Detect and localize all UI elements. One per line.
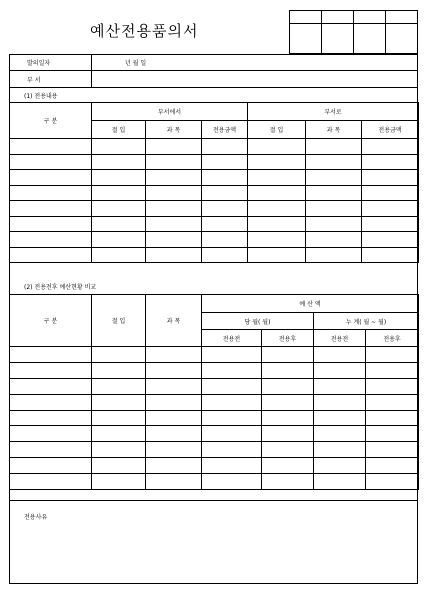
input-cell[interactable]	[92, 201, 146, 217]
input-cell[interactable]	[314, 378, 366, 394]
input-cell[interactable]	[10, 378, 92, 394]
input-cell[interactable]	[314, 410, 366, 426]
input-cell[interactable]	[362, 232, 419, 248]
table-row	[10, 201, 419, 217]
input-cell[interactable]	[92, 442, 146, 458]
input-cell[interactable]	[366, 458, 419, 474]
input-cell[interactable]	[262, 410, 314, 426]
input-cell[interactable]	[366, 362, 419, 378]
input-cell[interactable]	[262, 378, 314, 394]
input-cell[interactable]	[202, 394, 262, 410]
section1-category-header: 구 분	[10, 103, 92, 139]
input-cell[interactable]	[262, 426, 314, 442]
input-cell[interactable]	[202, 474, 262, 490]
input-cell[interactable]	[92, 139, 146, 155]
input-cell[interactable]	[146, 247, 202, 263]
input-cell[interactable]	[202, 362, 262, 378]
input-cell[interactable]	[10, 442, 92, 458]
section2-category-header: 구 분	[10, 295, 92, 347]
input-cell[interactable]	[146, 232, 202, 248]
approval-sign-cell[interactable]	[354, 24, 386, 54]
current-month-header: 당 월( 월)	[202, 313, 314, 330]
input-cell[interactable]	[10, 216, 92, 232]
input-cell[interactable]	[146, 426, 202, 442]
input-cell[interactable]	[202, 232, 248, 248]
input-cell[interactable]	[10, 247, 92, 263]
input-cell[interactable]	[92, 232, 146, 248]
input-cell[interactable]	[146, 410, 202, 426]
subheader-amount: 전용금액	[202, 121, 248, 139]
input-cell[interactable]	[202, 347, 262, 363]
section1-body	[10, 139, 419, 263]
input-cell[interactable]	[202, 426, 262, 442]
input-cell[interactable]	[146, 442, 202, 458]
table-row	[10, 442, 419, 458]
section2-heading: (2) 전용전후 예산현황 비교	[24, 284, 97, 291]
input-cell[interactable]	[362, 139, 419, 155]
input-cell[interactable]	[262, 474, 314, 490]
table-row	[10, 139, 419, 155]
to-dept-header: 부서로	[248, 103, 419, 121]
input-cell[interactable]	[202, 216, 248, 232]
input-cell[interactable]	[146, 154, 202, 170]
table-row	[10, 232, 419, 248]
requester-label: 발의일자	[27, 60, 51, 67]
input-cell[interactable]	[306, 247, 362, 263]
approval-header-cell	[386, 11, 418, 24]
divider	[10, 70, 417, 71]
table-row	[10, 426, 419, 442]
input-cell[interactable]	[10, 170, 92, 186]
input-cell[interactable]	[146, 347, 202, 363]
approval-sign-cell[interactable]	[386, 24, 418, 54]
input-cell[interactable]	[10, 347, 92, 363]
input-cell[interactable]	[306, 170, 362, 186]
divider	[10, 87, 417, 88]
input-cell[interactable]	[314, 347, 366, 363]
input-cell[interactable]	[202, 154, 248, 170]
input-cell[interactable]	[92, 170, 146, 186]
input-cell[interactable]	[366, 394, 419, 410]
input-cell[interactable]	[202, 458, 262, 474]
input-cell[interactable]	[146, 474, 202, 490]
input-cell[interactable]	[314, 362, 366, 378]
input-cell[interactable]	[248, 247, 306, 263]
table-row	[10, 378, 419, 394]
input-cell[interactable]	[306, 139, 362, 155]
approval-header-cell	[322, 11, 354, 24]
table-row	[10, 347, 419, 363]
section2-jeol-header: 절 입	[92, 295, 146, 347]
table-row	[10, 458, 419, 474]
input-cell[interactable]	[366, 426, 419, 442]
section2-table	[9, 294, 419, 490]
table-row	[10, 362, 419, 378]
input-cell[interactable]	[146, 458, 202, 474]
input-cell[interactable]	[248, 232, 306, 248]
from-dept-header: 부서에서	[92, 103, 248, 121]
input-cell[interactable]	[92, 410, 146, 426]
input-cell[interactable]	[362, 185, 419, 201]
approval-sign-cell[interactable]	[322, 24, 354, 54]
table-row	[10, 216, 419, 232]
input-cell[interactable]	[146, 394, 202, 410]
input-cell[interactable]	[146, 362, 202, 378]
subheader-jeol: 절 입	[248, 121, 306, 139]
cumulative-header: 누 계( 월 ~ 월)	[314, 313, 419, 330]
approval-header-cell	[354, 11, 386, 24]
input-cell[interactable]	[146, 216, 202, 232]
input-cell[interactable]	[146, 378, 202, 394]
divider	[10, 500, 417, 501]
table-row	[10, 394, 419, 410]
input-cell[interactable]	[10, 410, 92, 426]
input-cell[interactable]	[92, 426, 146, 442]
input-cell[interactable]	[362, 216, 419, 232]
input-cell[interactable]	[202, 247, 248, 263]
input-cell[interactable]	[202, 185, 248, 201]
input-cell[interactable]	[314, 458, 366, 474]
input-cell[interactable]	[314, 426, 366, 442]
input-cell[interactable]	[262, 347, 314, 363]
input-cell[interactable]	[366, 474, 419, 490]
input-cell[interactable]	[362, 170, 419, 186]
table-row	[10, 474, 419, 490]
input-cell[interactable]	[248, 201, 306, 217]
input-cell[interactable]	[262, 362, 314, 378]
approval-sign-cell[interactable]	[290, 24, 322, 54]
input-cell[interactable]	[202, 139, 248, 155]
form-title: 예산전용품의서	[90, 22, 199, 40]
input-cell[interactable]	[92, 458, 146, 474]
input-cell[interactable]	[92, 474, 146, 490]
input-cell[interactable]	[306, 185, 362, 201]
input-cell[interactable]	[10, 362, 92, 378]
input-cell[interactable]	[362, 154, 419, 170]
input-cell[interactable]	[10, 201, 92, 217]
input-cell[interactable]	[146, 139, 202, 155]
input-cell[interactable]	[314, 394, 366, 410]
subheader-amount: 전용금액	[362, 121, 419, 139]
input-cell[interactable]	[92, 247, 146, 263]
input-cell[interactable]	[314, 474, 366, 490]
input-cell[interactable]	[10, 426, 92, 442]
input-cell[interactable]	[248, 154, 306, 170]
input-cell[interactable]	[10, 394, 92, 410]
table-row	[10, 247, 419, 263]
before-transfer-header: 전용전	[314, 330, 366, 347]
input-cell[interactable]	[146, 185, 202, 201]
input-cell[interactable]	[366, 410, 419, 426]
table-row	[10, 170, 419, 186]
input-cell[interactable]	[362, 201, 419, 217]
input-cell[interactable]	[366, 378, 419, 394]
section2-gwamok-header: 과 목	[146, 295, 202, 347]
input-cell[interactable]	[146, 201, 202, 217]
input-cell[interactable]	[92, 154, 146, 170]
input-cell[interactable]	[202, 410, 262, 426]
input-cell[interactable]	[92, 378, 146, 394]
subheader-jeol: 절 입	[92, 121, 146, 139]
subheader-gwamok: 과 목	[306, 121, 362, 139]
after-transfer-header: 전용후	[262, 330, 314, 347]
input-cell[interactable]	[10, 232, 92, 248]
input-cell[interactable]	[92, 216, 146, 232]
input-cell[interactable]	[262, 442, 314, 458]
approval-header-cell	[290, 11, 322, 24]
input-cell[interactable]	[202, 201, 248, 217]
input-cell[interactable]	[10, 139, 92, 155]
input-cell[interactable]	[10, 185, 92, 201]
input-cell[interactable]	[248, 139, 306, 155]
input-cell[interactable]	[306, 216, 362, 232]
section1-heading: (1) 전용내용	[24, 93, 58, 100]
input-cell[interactable]	[366, 442, 419, 458]
input-cell[interactable]	[366, 347, 419, 363]
after-transfer-header: 전용후	[366, 330, 419, 347]
divider	[91, 54, 92, 87]
input-cell[interactable]	[262, 394, 314, 410]
input-cell[interactable]	[202, 378, 262, 394]
input-cell[interactable]	[92, 185, 146, 201]
department-label: 부 서	[27, 77, 41, 84]
input-cell[interactable]	[314, 442, 366, 458]
reason-label: 전용사유	[24, 514, 48, 521]
input-cell[interactable]	[146, 170, 202, 186]
input-cell[interactable]	[248, 185, 306, 201]
reason-field[interactable]	[12, 524, 414, 580]
input-cell[interactable]	[248, 170, 306, 186]
input-cell[interactable]	[262, 458, 314, 474]
section2-body	[10, 347, 419, 490]
date-field[interactable]: 년 월 일	[125, 60, 147, 67]
input-cell[interactable]	[306, 232, 362, 248]
input-cell[interactable]	[202, 170, 248, 186]
subheader-gwamok: 과 목	[146, 121, 202, 139]
input-cell[interactable]	[248, 216, 306, 232]
input-cell[interactable]	[10, 474, 92, 490]
input-cell[interactable]	[306, 201, 362, 217]
input-cell[interactable]	[92, 347, 146, 363]
input-cell[interactable]	[92, 362, 146, 378]
input-cell[interactable]	[202, 442, 262, 458]
input-cell[interactable]	[10, 458, 92, 474]
section1-table	[9, 102, 419, 263]
table-row	[10, 410, 419, 426]
budget-header: 예 산 액	[202, 295, 419, 313]
input-cell[interactable]	[10, 154, 92, 170]
approval-box	[289, 10, 418, 54]
before-transfer-header: 전용전	[202, 330, 262, 347]
table-row	[10, 154, 419, 170]
input-cell[interactable]	[362, 247, 419, 263]
table-row	[10, 185, 419, 201]
input-cell[interactable]	[92, 394, 146, 410]
input-cell[interactable]	[306, 154, 362, 170]
